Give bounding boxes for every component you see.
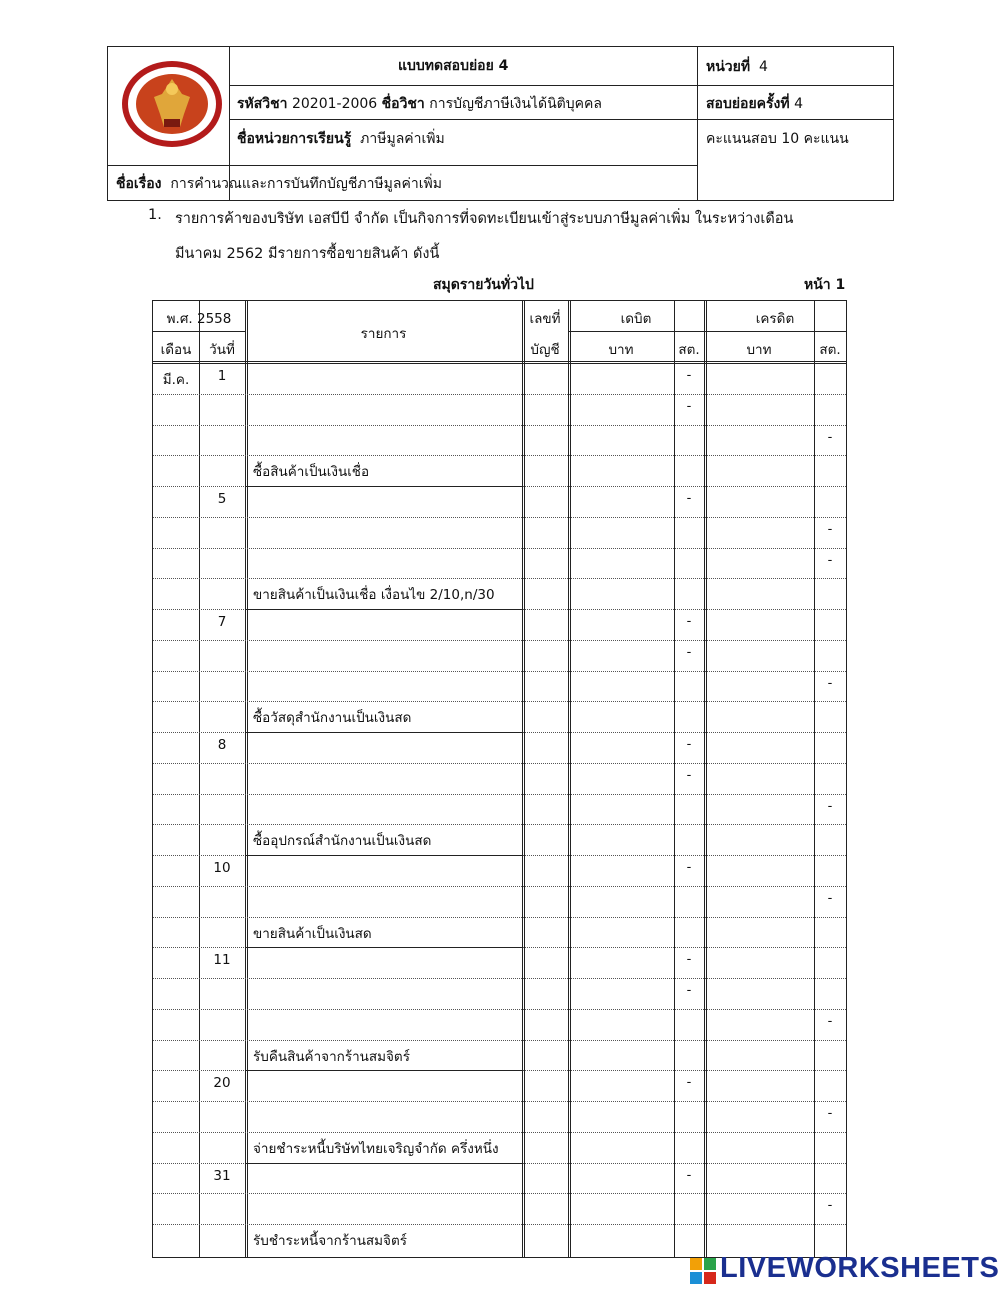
header-table bbox=[107, 46, 894, 201]
divider bbox=[153, 361, 846, 364]
row-day: 10 bbox=[213, 860, 231, 876]
header-debit-baht: บาท bbox=[608, 342, 634, 358]
row-debit-satang: - bbox=[686, 644, 692, 660]
divider bbox=[522, 301, 525, 1257]
quiz-number-value: 4 bbox=[794, 96, 803, 112]
row-description: รับคืนสินค้าจากร้านสมจิตร์ bbox=[253, 1048, 410, 1065]
row-description: รับชำระหนี้จากร้านสมจิตร์ bbox=[253, 1233, 407, 1249]
topic-value: การคำนวณและการบันทึกบัญชีภาษีมูลค่าเพิ่ม bbox=[170, 176, 442, 192]
row-divider bbox=[153, 1132, 846, 1133]
row-credit-satang: - bbox=[827, 521, 833, 537]
row-divider bbox=[153, 701, 846, 702]
row-divider bbox=[153, 978, 846, 979]
row-credit-satang: - bbox=[827, 1013, 833, 1029]
header-ref-2: บัญชี bbox=[530, 342, 560, 358]
journal-page: หน้า 1 bbox=[804, 277, 846, 293]
row-day: 31 bbox=[213, 1167, 231, 1184]
row-day: 7 bbox=[217, 614, 227, 630]
learning-unit-label: ชื่อหน่วยการเรียนรู้ bbox=[237, 131, 352, 147]
header-credit-satang: สต. bbox=[819, 342, 841, 358]
row-credit-satang: - bbox=[827, 675, 833, 691]
row-credit-satang: - bbox=[827, 798, 833, 814]
subject-value: การบัญชีภาษีเงินได้นิติบุคคล bbox=[429, 96, 602, 112]
course-code-value: 20201-2006 bbox=[291, 96, 378, 112]
row-divider bbox=[153, 1101, 846, 1102]
topic-label: ชื่อเรื่อง bbox=[116, 176, 162, 192]
row-debit-satang: - bbox=[686, 368, 692, 383]
row-divider bbox=[153, 1193, 846, 1194]
entry-separator bbox=[245, 609, 522, 610]
divider bbox=[108, 165, 698, 166]
row-credit-satang: - bbox=[827, 552, 833, 568]
row-debit-satang: - bbox=[686, 983, 692, 998]
header-credit: เครดิต bbox=[755, 311, 795, 327]
divider bbox=[199, 301, 200, 1257]
entry-separator bbox=[245, 855, 522, 856]
row-debit-satang: - bbox=[686, 491, 692, 506]
header-debit-satang: สต. bbox=[678, 342, 700, 358]
row-day: 8 bbox=[217, 737, 227, 753]
row-credit-satang: - bbox=[827, 1198, 833, 1214]
row-debit-satang: - bbox=[686, 1075, 692, 1091]
row-divider bbox=[153, 763, 846, 764]
journal-title: สมุดรายวันทั่วไป bbox=[433, 277, 534, 293]
general-journal-table bbox=[152, 300, 847, 1258]
entry-separator bbox=[245, 1163, 522, 1164]
row-divider bbox=[153, 794, 846, 795]
row-debit-satang: - bbox=[686, 767, 692, 783]
header-debit: เดบิต bbox=[620, 311, 652, 327]
divider bbox=[229, 85, 893, 86]
row-description: ซื้อสินค้าเป็นเงินเชื่อ bbox=[253, 464, 370, 481]
row-divider bbox=[153, 1040, 846, 1041]
divider bbox=[568, 301, 571, 1257]
divider bbox=[153, 331, 245, 332]
row-divider bbox=[153, 1009, 846, 1010]
unit-value: 4 bbox=[759, 59, 768, 75]
divider bbox=[229, 119, 893, 120]
row-debit-satang: - bbox=[686, 398, 692, 414]
row-day: 5 bbox=[217, 491, 227, 507]
liveworksheets-watermark: LIVEWORKSHEETS bbox=[720, 1252, 1000, 1284]
divider bbox=[697, 47, 698, 200]
entry-separator bbox=[245, 486, 522, 487]
divider bbox=[245, 301, 248, 1257]
row-divider bbox=[153, 671, 846, 672]
row-divider bbox=[153, 824, 846, 825]
row-debit-satang: - bbox=[686, 860, 692, 875]
row-divider bbox=[153, 578, 846, 579]
row-divider bbox=[153, 886, 846, 887]
row-credit-satang: - bbox=[827, 890, 833, 906]
divider bbox=[568, 331, 846, 332]
entry-separator bbox=[245, 947, 522, 948]
row-day: 20 bbox=[213, 1075, 231, 1092]
course-code-label: รหัสวิชา bbox=[237, 96, 288, 112]
header-ref-1: เลขที่ bbox=[529, 311, 561, 327]
row-day: 1 bbox=[217, 368, 227, 384]
learning-unit-value: ภาษีมูลค่าเพิ่ม bbox=[360, 131, 445, 147]
unit-label: หน่วยที่ bbox=[706, 59, 751, 75]
quiz-title: แบบทดสอบย่อย 4 bbox=[398, 58, 509, 74]
row-debit-satang: - bbox=[686, 737, 692, 752]
divider bbox=[704, 301, 707, 1257]
entry-separator bbox=[245, 1070, 522, 1071]
row-credit-satang: - bbox=[827, 429, 833, 445]
row-description: ขายสินค้าเป็นเงินสด bbox=[253, 925, 372, 942]
row-divider bbox=[153, 1224, 846, 1225]
row-description: ขายสินค้าเป็นเงินเชื่อ เงื่อนไข 2/10,n/30 bbox=[253, 587, 495, 604]
row-month: มี.ค. bbox=[162, 372, 190, 388]
row-day: 11 bbox=[213, 952, 231, 969]
row-description: จ่ายชำระหนี้บริษัทไทยเจริญจำกัด ครึ่งหนึ่ง bbox=[253, 1140, 499, 1157]
liveworksheets-logo-icon bbox=[690, 1258, 716, 1284]
header-year: พ.ศ. 2558 bbox=[166, 311, 232, 327]
row-divider bbox=[153, 548, 846, 549]
row-description: ซื้อวัสดุสำนักงานเป็นเงินสด bbox=[253, 710, 412, 727]
row-credit-satang: - bbox=[827, 1106, 833, 1121]
header-month: เดือน bbox=[160, 342, 192, 358]
score-text: คะแนนสอบ 10 คะแนน bbox=[706, 131, 849, 147]
row-description: ซื้ออุปกรณ์สำนักงานเป็นเงินสด bbox=[253, 833, 432, 850]
row-divider bbox=[153, 425, 846, 426]
question-line-2: มีนาคม 2562 มีรายการซื้อขายสินค้า ดังนี้ bbox=[175, 246, 440, 262]
question-number: 1. bbox=[148, 207, 162, 223]
header-day: วันที่ bbox=[209, 342, 235, 358]
row-divider bbox=[153, 455, 846, 456]
row-divider bbox=[153, 917, 846, 918]
row-divider bbox=[153, 394, 846, 395]
question-line-1: รายการค้าของบริษัท เอสบีบี จำกัด เป็นกิจการที่จดทะเบียนเข้าสู่ระบบภาษีมูลค่าเพิ่ม ในระหว่างเดือน bbox=[175, 211, 794, 227]
row-debit-satang: - bbox=[686, 952, 692, 968]
quiz-number-label: สอบย่อยครั้งที่ bbox=[706, 96, 790, 112]
college-seal-logo bbox=[120, 59, 224, 149]
subject-label: ชื่อวิชา bbox=[381, 96, 425, 112]
row-divider bbox=[153, 640, 846, 641]
header-credit-baht: บาท bbox=[746, 342, 772, 358]
row-debit-satang: - bbox=[686, 614, 692, 629]
row-debit-satang: - bbox=[686, 1167, 692, 1183]
header-description: รายการ bbox=[360, 326, 407, 342]
entry-separator bbox=[245, 732, 522, 733]
row-divider bbox=[153, 517, 846, 518]
